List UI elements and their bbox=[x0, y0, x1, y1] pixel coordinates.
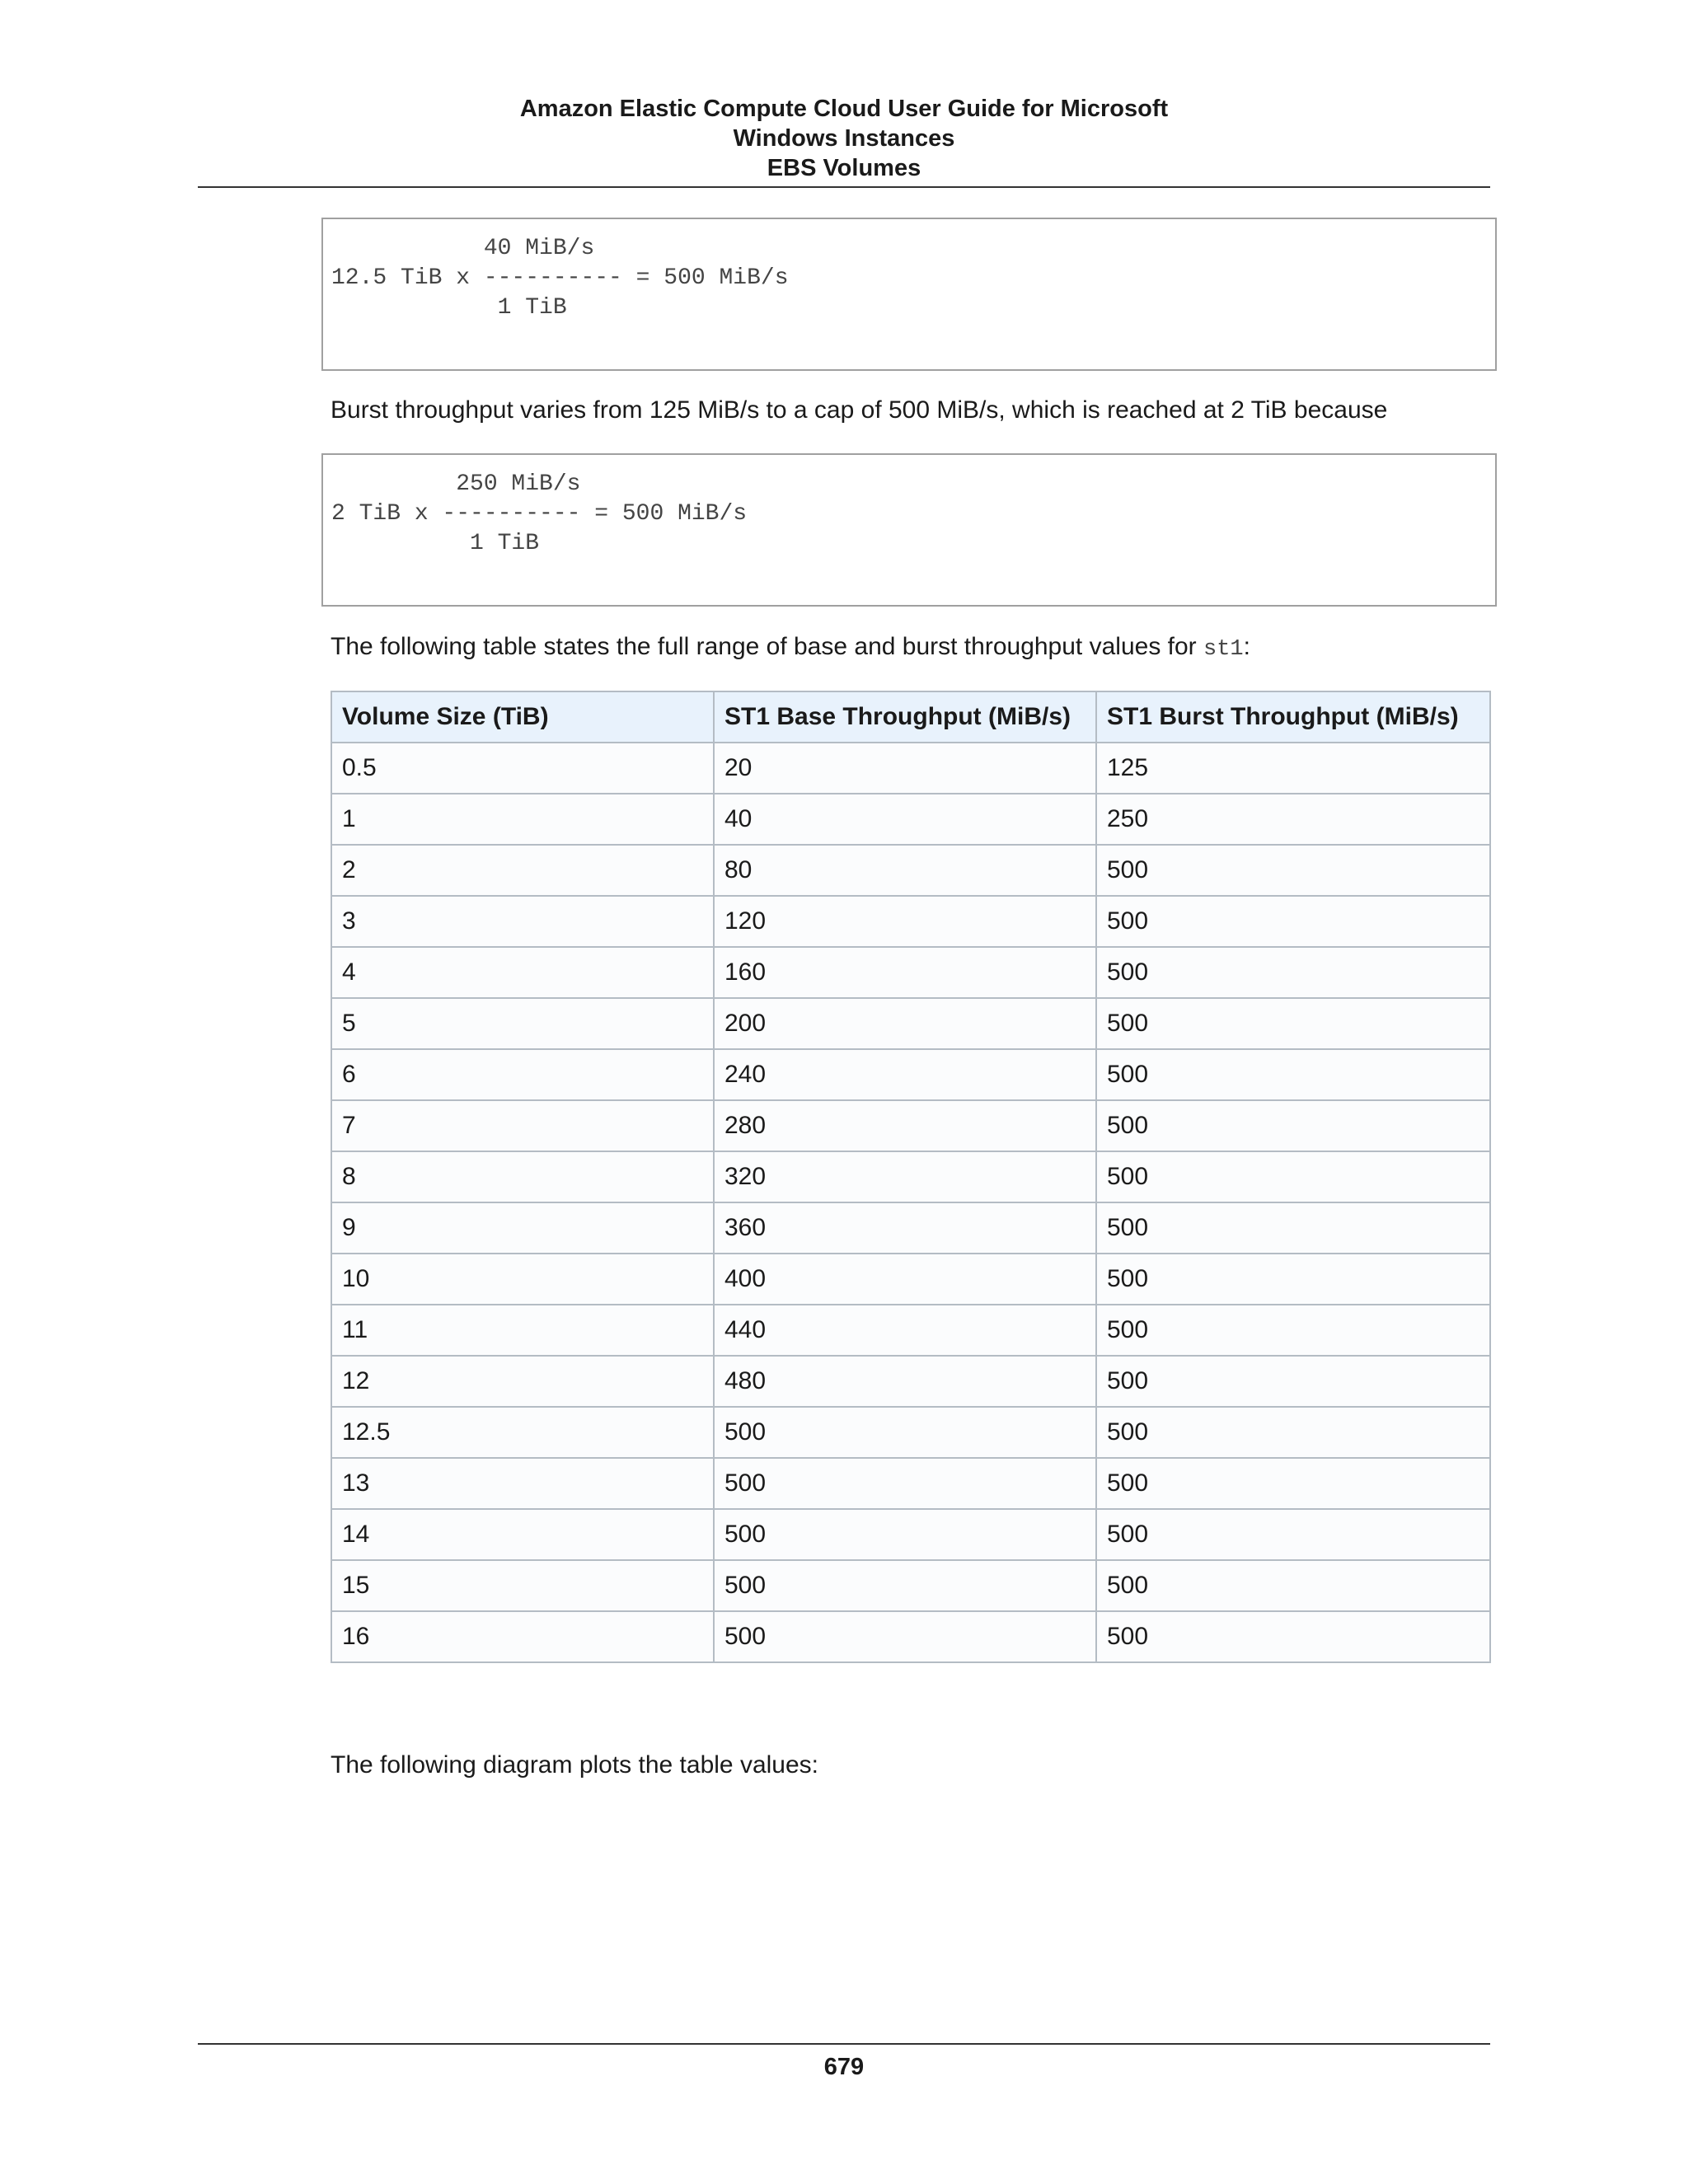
table-row bbox=[331, 845, 1490, 896]
cell-burst-throughput: 500 bbox=[1096, 1356, 1490, 1407]
cell-burst-throughput: 500 bbox=[1096, 1100, 1490, 1151]
table-row bbox=[331, 1356, 1490, 1407]
code-block-base-throughput: 40 MiB/s 12.5 TiB x ---------- = 500 MiB/s 1 TiB bbox=[321, 218, 1497, 371]
table-row bbox=[331, 896, 1490, 947]
cell-base-throughput: 440 bbox=[714, 1305, 1096, 1356]
column-header-base-throughput: ST1 Base Throughput (MiB/s) bbox=[714, 691, 1096, 743]
table-intro-paragraph bbox=[331, 632, 1250, 664]
inline-code-st1: st1 bbox=[1203, 637, 1244, 662]
cell-volume-size: 12.5 bbox=[331, 1407, 714, 1458]
cell-base-throughput: 480 bbox=[714, 1356, 1096, 1407]
cell-base-throughput: 500 bbox=[714, 1560, 1096, 1611]
cell-volume-size: 15 bbox=[331, 1560, 714, 1611]
table-intro-text: The following table states the full range of base and burst throughput values for bbox=[331, 633, 1203, 660]
cell-burst-throughput: 500 bbox=[1096, 1254, 1490, 1305]
cell-base-throughput: 320 bbox=[714, 1151, 1096, 1202]
cell-base-throughput: 40 bbox=[714, 794, 1096, 845]
cell-base-throughput: 500 bbox=[714, 1509, 1096, 1560]
cell-base-throughput: 200 bbox=[714, 998, 1096, 1049]
table-row bbox=[331, 1151, 1490, 1202]
throughput-table bbox=[331, 691, 1491, 1663]
table-row bbox=[331, 1509, 1490, 1560]
cell-burst-throughput: 500 bbox=[1096, 1509, 1490, 1560]
header-title-line-1: Amazon Elastic Compute Cloud User Guide for Microsoft bbox=[519, 96, 1169, 122]
header-section-title: EBS Volumes bbox=[767, 155, 921, 181]
cell-base-throughput: 280 bbox=[714, 1100, 1096, 1151]
table-row bbox=[331, 1100, 1490, 1151]
cell-burst-throughput: 500 bbox=[1096, 845, 1490, 896]
table-row bbox=[331, 743, 1490, 794]
cell-base-throughput: 240 bbox=[714, 1049, 1096, 1100]
cell-volume-size: 5 bbox=[331, 998, 714, 1049]
cell-volume-size: 16 bbox=[331, 1611, 714, 1662]
table-row bbox=[331, 1305, 1490, 1356]
table-row bbox=[331, 1202, 1490, 1254]
cell-burst-throughput: 500 bbox=[1096, 1151, 1490, 1202]
cell-volume-size: 6 bbox=[331, 1049, 714, 1100]
burst-throughput-paragraph: Burst throughput varies from 125 MiB/s to a cap of 500 MiB/s, which is reached at 2 TiB because bbox=[331, 396, 1388, 424]
cell-burst-throughput: 500 bbox=[1096, 1560, 1490, 1611]
diagram-intro-paragraph: The following diagram plots the table values: bbox=[331, 1751, 819, 1779]
cell-burst-throughput: 500 bbox=[1096, 1202, 1490, 1254]
page-header bbox=[0, 94, 1688, 183]
cell-burst-throughput: 500 bbox=[1096, 1611, 1490, 1662]
cell-burst-throughput: 500 bbox=[1096, 1049, 1490, 1100]
cell-base-throughput: 120 bbox=[714, 896, 1096, 947]
header-title-line-2: Windows Instances bbox=[733, 125, 955, 152]
code-block-burst-throughput: 250 MiB/s 2 TiB x ---------- = 500 MiB/s 1 TiB bbox=[321, 453, 1497, 607]
cell-burst-throughput: 500 bbox=[1096, 998, 1490, 1049]
cell-burst-throughput: 500 bbox=[1096, 1458, 1490, 1509]
cell-base-throughput: 20 bbox=[714, 743, 1096, 794]
cell-base-throughput: 500 bbox=[714, 1458, 1096, 1509]
cell-volume-size: 11 bbox=[331, 1305, 714, 1356]
cell-burst-throughput: 500 bbox=[1096, 947, 1490, 998]
table-intro-suffix: : bbox=[1243, 633, 1250, 660]
table-row bbox=[331, 1560, 1490, 1611]
footer-divider bbox=[198, 2043, 1490, 2045]
column-header-volume-size: Volume Size (TiB) bbox=[331, 691, 714, 743]
cell-volume-size: 0.5 bbox=[331, 743, 714, 794]
cell-volume-size: 14 bbox=[331, 1509, 714, 1560]
cell-volume-size: 7 bbox=[331, 1100, 714, 1151]
table-row bbox=[331, 1049, 1490, 1100]
column-header-burst-throughput: ST1 Burst Throughput (MiB/s) bbox=[1096, 691, 1490, 743]
table-row bbox=[331, 794, 1490, 845]
table-header-row bbox=[331, 691, 1490, 743]
cell-volume-size: 12 bbox=[331, 1356, 714, 1407]
cell-base-throughput: 160 bbox=[714, 947, 1096, 998]
cell-volume-size: 2 bbox=[331, 845, 714, 896]
cell-base-throughput: 500 bbox=[714, 1407, 1096, 1458]
table-row bbox=[331, 1407, 1490, 1458]
table-body bbox=[331, 743, 1490, 1662]
cell-volume-size: 1 bbox=[331, 794, 714, 845]
cell-base-throughput: 360 bbox=[714, 1202, 1096, 1254]
table-row bbox=[331, 947, 1490, 998]
cell-burst-throughput: 500 bbox=[1096, 1407, 1490, 1458]
cell-burst-throughput: 250 bbox=[1096, 794, 1490, 845]
header-divider bbox=[198, 186, 1490, 188]
cell-volume-size: 3 bbox=[331, 896, 714, 947]
cell-burst-throughput: 125 bbox=[1096, 743, 1490, 794]
cell-volume-size: 9 bbox=[331, 1202, 714, 1254]
table-row bbox=[331, 998, 1490, 1049]
cell-base-throughput: 400 bbox=[714, 1254, 1096, 1305]
table-row bbox=[331, 1254, 1490, 1305]
cell-base-throughput: 80 bbox=[714, 845, 1096, 896]
page-number: 679 bbox=[823, 2054, 865, 2080]
table-row bbox=[331, 1611, 1490, 1662]
cell-burst-throughput: 500 bbox=[1096, 896, 1490, 947]
table-row bbox=[331, 1458, 1490, 1509]
cell-base-throughput: 500 bbox=[714, 1611, 1096, 1662]
cell-volume-size: 10 bbox=[331, 1254, 714, 1305]
cell-volume-size: 13 bbox=[331, 1458, 714, 1509]
cell-volume-size: 4 bbox=[331, 947, 714, 998]
cell-volume-size: 8 bbox=[331, 1151, 714, 1202]
cell-burst-throughput: 500 bbox=[1096, 1305, 1490, 1356]
